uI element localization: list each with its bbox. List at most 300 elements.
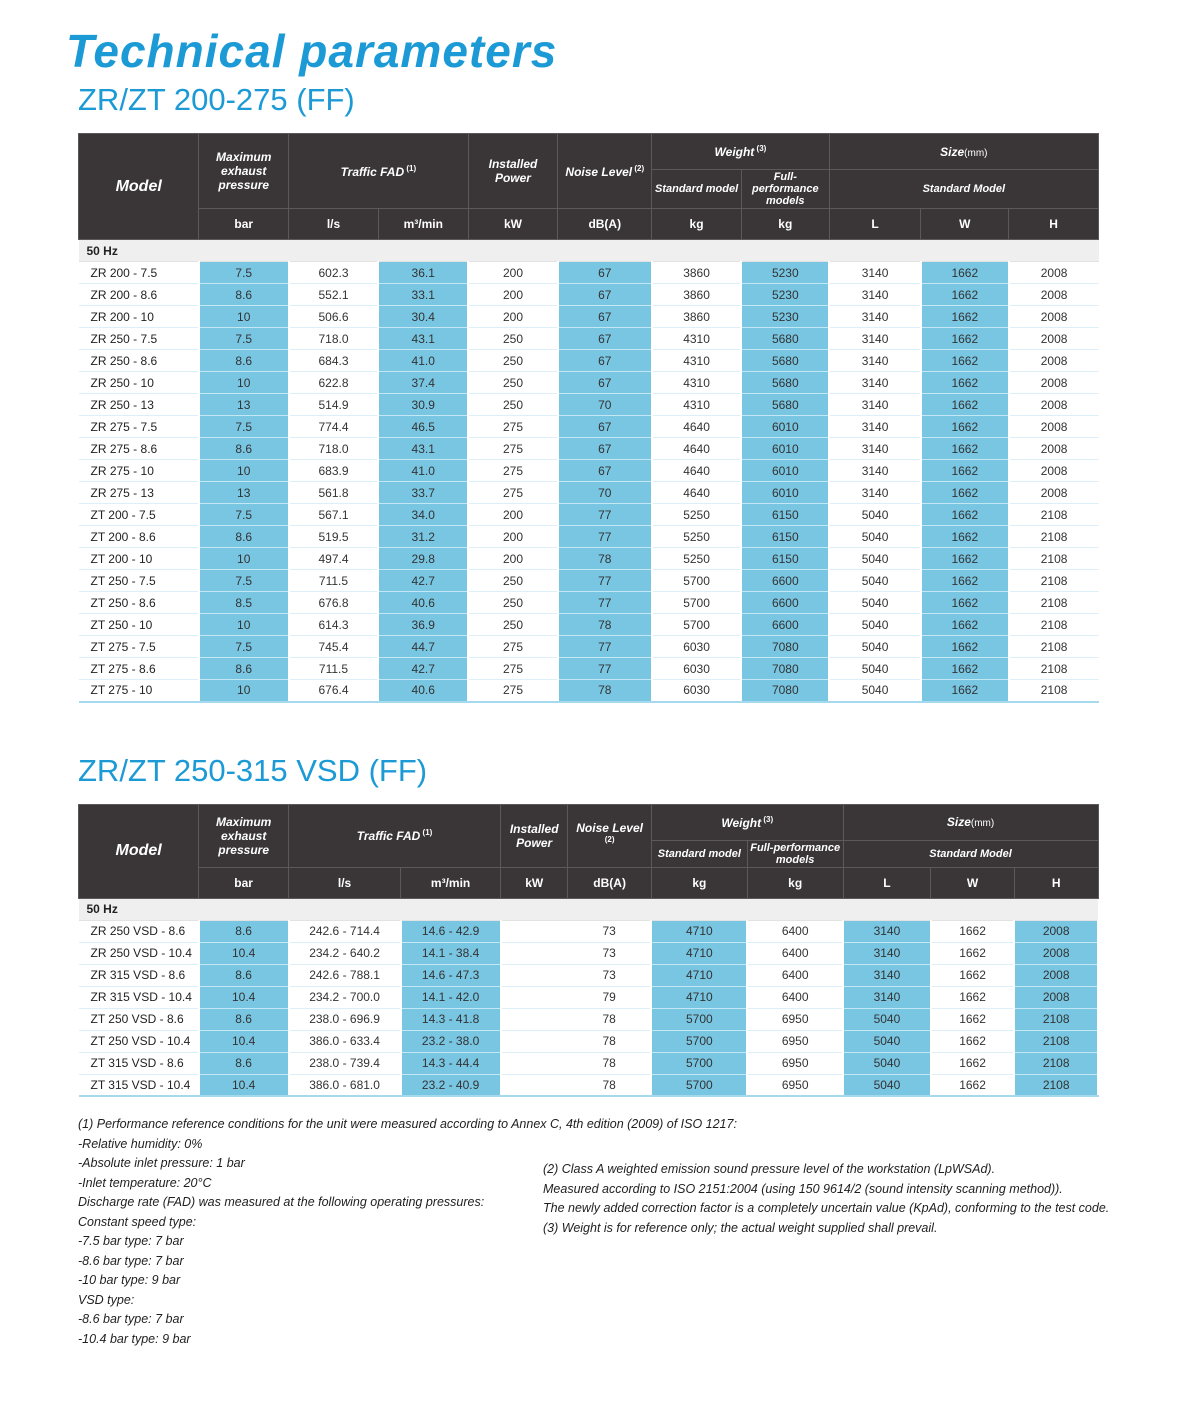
value-cell: 8.6: [199, 284, 289, 306]
value-cell: 67: [558, 372, 652, 394]
value-cell: 5040: [829, 504, 921, 526]
value-cell: 5700: [651, 1052, 747, 1074]
value-cell: 13: [199, 482, 289, 504]
unit-header-5: kg: [652, 209, 742, 240]
section-heading-1: ZR/ZT 200-275 (FF): [78, 82, 355, 117]
header-label: Noise Level: [576, 821, 643, 835]
value-cell: 44.7: [378, 636, 468, 658]
value-cell: 6010: [741, 416, 829, 438]
footnote-marker: (3): [761, 814, 774, 824]
section-zr-zt-250-315-vsd: [78, 753, 1100, 1098]
value-cell: 711.5: [289, 658, 379, 680]
value-cell: 6400: [747, 964, 843, 986]
table-row: [79, 416, 1099, 438]
table-row: [79, 636, 1099, 658]
value-cell: 275: [468, 482, 558, 504]
value-cell: 5040: [829, 680, 921, 702]
footnote-marker: (1): [404, 163, 417, 173]
value-cell: 5700: [652, 570, 742, 592]
spec-table-zr-zt-200-275: [78, 133, 1099, 703]
footnote-line: -Absolute inlet pressure: 1 bar: [78, 1156, 245, 1170]
value-cell: 3140: [829, 372, 921, 394]
value-cell: 2108: [1014, 1074, 1098, 1096]
value-cell: 6400: [747, 986, 843, 1008]
value-cell: 242.6 - 788.1: [289, 964, 401, 986]
value-cell: 5250: [652, 504, 742, 526]
model-cell: ZR 250 - 13: [79, 394, 199, 416]
value-cell: 3140: [829, 284, 921, 306]
value-cell: 6600: [741, 592, 829, 614]
value-cell: 70: [558, 482, 652, 504]
value-cell: 3140: [829, 306, 921, 328]
value-cell: 42.7: [378, 570, 468, 592]
value-cell: 1662: [921, 570, 1009, 592]
footnote-line: The newly added correction factor is a completely uncertain value (KpAd), conforming to the test code.: [543, 1201, 1110, 1215]
model-cell: ZR 250 - 7.5: [79, 328, 199, 350]
header-label: Noise Level: [565, 164, 633, 179]
value-cell: 250: [468, 592, 558, 614]
value-cell: 1662: [921, 394, 1009, 416]
value-cell: 1662: [921, 460, 1009, 482]
value-cell: 4310: [652, 350, 742, 372]
table-row: [79, 328, 1099, 350]
value-cell: 67: [558, 350, 652, 372]
value-cell: 10.4: [199, 1030, 289, 1052]
value-cell: 684.3: [289, 350, 379, 372]
table-row: [79, 526, 1099, 548]
value-cell: 6950: [747, 1052, 843, 1074]
value-cell: [501, 986, 568, 1008]
value-cell: 602.3: [289, 262, 379, 284]
table-row: [79, 942, 1099, 964]
value-cell: 2108: [1014, 1052, 1098, 1074]
footnote-line: -Inlet temperature: 20°C: [78, 1175, 212, 1190]
value-cell: 6950: [747, 1030, 843, 1052]
footnote-marker: (2): [604, 835, 615, 844]
col-header-size: [829, 134, 1098, 170]
value-cell: 1662: [921, 350, 1009, 372]
model-cell: ZT 200 - 10: [79, 548, 199, 570]
table-row: [79, 592, 1099, 614]
value-cell: 70: [558, 394, 652, 416]
value-cell: 5040: [843, 1074, 931, 1096]
value-cell: 5700: [651, 1074, 747, 1096]
value-cell: 386.0 - 681.0: [289, 1074, 401, 1096]
value-cell: 1662: [921, 438, 1009, 460]
value-cell: 8.6: [199, 1052, 289, 1074]
col-header-size-standard-model: Standard Model: [843, 840, 1098, 867]
header-label: Size: [940, 144, 965, 159]
value-cell: 8.6: [199, 658, 289, 680]
value-cell: 14.3 - 41.8: [401, 1008, 501, 1030]
value-cell: 275: [468, 460, 558, 482]
value-cell: 5680: [741, 394, 829, 416]
footnote-line: Measured according to ISO 2151:2004 (using 150 9614/2 (sound intensity scanning method)).: [543, 1181, 1063, 1196]
table-row: [79, 1074, 1099, 1096]
footnote-line: Discharge rate (FAD) was measured at the following operating pressures:: [78, 1195, 485, 1209]
value-cell: 6150: [741, 504, 829, 526]
value-cell: 4710: [651, 986, 747, 1008]
value-cell: 14.6 - 47.3: [401, 964, 501, 986]
model-cell: ZR 250 VSD - 10.4: [79, 942, 199, 964]
value-cell: 36.1: [378, 262, 468, 284]
value-cell: 2108: [1014, 1030, 1098, 1052]
value-cell: 2108: [1009, 636, 1099, 658]
value-cell: 77: [558, 658, 652, 680]
unit-header-2: m³/min: [401, 867, 501, 898]
value-cell: 7.5: [199, 636, 289, 658]
value-cell: 67: [558, 306, 652, 328]
value-cell: 2108: [1009, 614, 1099, 636]
footnote-marker: (1): [420, 828, 433, 837]
header-group-row: [79, 134, 1099, 170]
value-cell: 6010: [741, 482, 829, 504]
table-row: [79, 306, 1099, 328]
unit-header-0: bar: [199, 867, 289, 898]
value-cell: 5700: [652, 614, 742, 636]
value-cell: [501, 964, 568, 986]
value-cell: 78: [568, 1052, 652, 1074]
value-cell: 2108: [1009, 570, 1099, 592]
table-row: [79, 284, 1099, 306]
value-cell: 2008: [1009, 306, 1099, 328]
value-cell: 7.5: [199, 570, 289, 592]
value-cell: 200: [468, 504, 558, 526]
value-cell: 2008: [1009, 416, 1099, 438]
unit-header-6: kg: [747, 867, 843, 898]
value-cell: 774.4: [289, 416, 379, 438]
value-cell: 2108: [1009, 548, 1099, 570]
value-cell: 614.3: [289, 614, 379, 636]
value-cell: 3140: [829, 328, 921, 350]
model-cell: ZT 275 - 8.6: [79, 658, 199, 680]
value-cell: 33.7: [378, 482, 468, 504]
value-cell: 10.4: [199, 942, 289, 964]
value-cell: 4640: [652, 416, 742, 438]
model-cell: ZT 200 - 8.6: [79, 526, 199, 548]
value-cell: 1662: [931, 1052, 1015, 1074]
value-cell: 3140: [829, 482, 921, 504]
value-cell: 78: [558, 614, 652, 636]
value-cell: 5680: [741, 372, 829, 394]
value-cell: 3860: [652, 284, 742, 306]
value-cell: 6600: [741, 570, 829, 592]
value-cell: 3140: [829, 460, 921, 482]
model-cell: ZT 200 - 7.5: [79, 504, 199, 526]
value-cell: 1662: [931, 1074, 1015, 1096]
value-cell: 77: [558, 570, 652, 592]
value-cell: 1662: [921, 680, 1009, 702]
footnote-line: Constant speed type:: [78, 1214, 197, 1229]
value-cell: 238.0 - 696.9: [289, 1008, 401, 1030]
value-cell: 5230: [741, 262, 829, 284]
value-cell: 73: [568, 964, 652, 986]
value-cell: 7.5: [199, 504, 289, 526]
value-cell: 77: [558, 592, 652, 614]
value-cell: 1662: [921, 328, 1009, 350]
value-cell: 6010: [741, 438, 829, 460]
value-cell: 6030: [652, 680, 742, 702]
col-header-max-exhaust-pressure: Maximum exhaust pressure: [199, 134, 289, 209]
col-header-weight-full-performance: Full-performance models: [747, 840, 843, 867]
value-cell: 200: [468, 262, 558, 284]
col-header-traffic-fad: [289, 134, 469, 209]
model-cell: ZT 250 - 10: [79, 614, 199, 636]
value-cell: 8.6: [199, 438, 289, 460]
value-cell: 4310: [652, 372, 742, 394]
value-cell: [501, 1030, 568, 1052]
value-cell: 5250: [652, 548, 742, 570]
model-cell: ZR 250 - 8.6: [79, 350, 199, 372]
value-cell: [501, 942, 568, 964]
col-header-model: Model: [79, 134, 199, 240]
value-cell: 2008: [1009, 372, 1099, 394]
unit-header-3: kW: [501, 867, 568, 898]
table-row: [79, 504, 1099, 526]
frequency-band-row: [79, 240, 1099, 262]
value-cell: 561.8: [289, 482, 379, 504]
value-cell: 4640: [652, 482, 742, 504]
value-cell: 14.6 - 42.9: [401, 920, 501, 942]
value-cell: 41.0: [378, 460, 468, 482]
col-header-noise-level: [558, 134, 652, 209]
value-cell: 1662: [921, 416, 1009, 438]
value-cell: 5040: [843, 1030, 931, 1052]
value-cell: 30.9: [378, 394, 468, 416]
unit-header-8: W: [921, 209, 1009, 240]
value-cell: 29.8: [378, 548, 468, 570]
model-cell: ZT 250 - 8.6: [79, 592, 199, 614]
value-cell: 5230: [741, 284, 829, 306]
model-cell: ZR 200 - 8.6: [79, 284, 199, 306]
value-cell: 3140: [829, 416, 921, 438]
value-cell: 42.7: [378, 658, 468, 680]
table-row: [79, 482, 1099, 504]
value-cell: 78: [568, 1030, 652, 1052]
value-cell: 31.2: [378, 526, 468, 548]
value-cell: 6030: [652, 636, 742, 658]
value-cell: 13: [199, 394, 289, 416]
value-cell: 5040: [829, 658, 921, 680]
value-cell: 46.5: [378, 416, 468, 438]
value-cell: 2008: [1009, 394, 1099, 416]
value-cell: 497.4: [289, 548, 379, 570]
value-cell: 1662: [931, 986, 1015, 1008]
value-cell: 3140: [843, 964, 931, 986]
value-cell: 3860: [652, 306, 742, 328]
value-cell: 200: [468, 526, 558, 548]
value-cell: 7.5: [199, 416, 289, 438]
value-cell: 5250: [652, 526, 742, 548]
table-body: [79, 898, 1099, 1096]
value-cell: 6400: [747, 920, 843, 942]
section-zr-zt-200-275: [78, 82, 1100, 703]
value-cell: 1662: [921, 526, 1009, 548]
value-cell: 2008: [1009, 262, 1099, 284]
table-row: [79, 680, 1099, 702]
value-cell: 78: [568, 1074, 652, 1096]
value-cell: 5040: [829, 636, 921, 658]
value-cell: 10: [199, 548, 289, 570]
model-cell: ZT 315 VSD - 8.6: [79, 1052, 199, 1074]
model-cell: ZR 315 VSD - 8.6: [79, 964, 199, 986]
model-cell: ZR 275 - 8.6: [79, 438, 199, 460]
unit-header-8: W: [931, 867, 1015, 898]
value-cell: 10.4: [199, 986, 289, 1008]
footnote-line: -8.6 bar type: 7 bar: [78, 1312, 184, 1326]
value-cell: 5040: [829, 592, 921, 614]
table-body: [79, 240, 1099, 702]
value-cell: 5040: [843, 1052, 931, 1074]
value-cell: 6600: [741, 614, 829, 636]
value-cell: 718.0: [289, 328, 379, 350]
value-cell: 77: [558, 526, 652, 548]
value-cell: 30.4: [378, 306, 468, 328]
value-cell: 67: [558, 460, 652, 482]
value-cell: 6950: [747, 1008, 843, 1030]
header-label: Weight: [721, 815, 762, 830]
value-cell: 3140: [843, 942, 931, 964]
value-cell: 73: [568, 942, 652, 964]
value-cell: 1662: [921, 504, 1009, 526]
footnote-line: (2) Class A weighted emission sound pressure level of the workstation (LpWSAd).: [543, 1162, 996, 1176]
value-cell: 3860: [652, 262, 742, 284]
col-header-max-exhaust-pressure: Maximum exhaust pressure: [199, 804, 289, 867]
value-cell: 8.6: [199, 920, 289, 942]
value-cell: [501, 1008, 568, 1030]
value-cell: 234.2 - 640.2: [289, 942, 401, 964]
value-cell: 275: [468, 416, 558, 438]
footnote-marker: (2): [632, 163, 645, 173]
value-cell: 14.1 - 38.4: [401, 942, 501, 964]
table-header: [79, 134, 1099, 240]
value-cell: 1662: [921, 306, 1009, 328]
value-cell: 10: [199, 306, 289, 328]
value-cell: 14.1 - 42.0: [401, 986, 501, 1008]
header-label: Traffic FAD: [340, 164, 405, 179]
value-cell: 6030: [652, 658, 742, 680]
value-cell: 2008: [1009, 284, 1099, 306]
col-header-weight-standard-model: Standard model: [651, 840, 747, 867]
value-cell: 2008: [1009, 328, 1099, 350]
unit-header-7: L: [829, 209, 921, 240]
value-cell: 676.4: [289, 680, 379, 702]
value-cell: 4310: [652, 394, 742, 416]
footnote-line: -8.6 bar type: 7 bar: [78, 1253, 184, 1268]
header-units-row: [79, 209, 1099, 240]
value-cell: 200: [468, 548, 558, 570]
value-cell: 78: [558, 548, 652, 570]
value-cell: 4640: [652, 438, 742, 460]
value-cell: 40.6: [378, 592, 468, 614]
value-cell: 33.1: [378, 284, 468, 306]
value-cell: 78: [558, 680, 652, 702]
table-row: [79, 920, 1099, 942]
value-cell: 4310: [652, 328, 742, 350]
unit-header-6: kg: [741, 209, 829, 240]
page-title: Technical parameters: [66, 25, 558, 77]
value-cell: 5700: [651, 1008, 747, 1030]
value-cell: 275: [468, 680, 558, 702]
spec-table-zr-zt-250-315-vsd: [78, 804, 1099, 1098]
value-cell: 23.2 - 40.9: [401, 1074, 501, 1096]
value-cell: 4710: [651, 964, 747, 986]
model-cell: ZT 250 VSD - 8.6: [79, 1008, 199, 1030]
header-units-row: [79, 867, 1099, 898]
value-cell: 2008: [1014, 920, 1098, 942]
footnote-line: -7.5 bar type: 7 bar: [78, 1234, 184, 1248]
value-cell: 1662: [921, 284, 1009, 306]
footnotes-right: [543, 1160, 1118, 1238]
unit-header-9: H: [1009, 209, 1099, 240]
table-row: [79, 986, 1099, 1008]
col-header-weight-full-performance: Full-performance models: [741, 170, 829, 209]
size-unit-label: (mm): [970, 818, 995, 829]
model-cell: ZT 250 - 7.5: [79, 570, 199, 592]
value-cell: 1662: [931, 1008, 1015, 1030]
frequency-band-label: 50 Hz: [79, 240, 1099, 262]
model-cell: ZR 275 - 13: [79, 482, 199, 504]
unit-header-5: kg: [651, 867, 747, 898]
value-cell: 8.6: [199, 350, 289, 372]
value-cell: 200: [468, 306, 558, 328]
value-cell: 711.5: [289, 570, 379, 592]
value-cell: 6150: [741, 548, 829, 570]
col-header-weight: [651, 804, 843, 840]
section-heading-2: ZR/ZT 250-315 VSD (FF): [78, 752, 428, 788]
value-cell: 73: [568, 920, 652, 942]
value-cell: 10: [199, 372, 289, 394]
unit-header-4: dB(A): [568, 867, 652, 898]
value-cell: 275: [468, 438, 558, 460]
unit-header-2: m³/min: [378, 209, 468, 240]
table-row: [79, 350, 1099, 372]
col-header-weight-standard-model: Standard model: [652, 170, 742, 209]
value-cell: 3140: [829, 438, 921, 460]
value-cell: 3140: [843, 920, 931, 942]
table-row: [79, 570, 1099, 592]
value-cell: 1662: [931, 1030, 1015, 1052]
value-cell: 5040: [829, 570, 921, 592]
table-row: [79, 460, 1099, 482]
value-cell: 8.6: [199, 526, 289, 548]
value-cell: [501, 920, 568, 942]
value-cell: 7080: [741, 658, 829, 680]
footnote-marker: (3): [754, 144, 767, 153]
value-cell: 2008: [1014, 942, 1098, 964]
value-cell: 2008: [1009, 460, 1099, 482]
unit-header-3: kW: [468, 209, 558, 240]
table-row: [79, 394, 1099, 416]
unit-header-1: l/s: [289, 867, 401, 898]
col-header-size: [843, 804, 1098, 840]
value-cell: 10.4: [199, 1074, 289, 1096]
model-cell: ZR 250 - 10: [79, 372, 199, 394]
value-cell: 2108: [1009, 526, 1099, 548]
value-cell: 3140: [843, 986, 931, 1008]
value-cell: 250: [468, 394, 558, 416]
value-cell: 67: [558, 328, 652, 350]
model-cell: ZR 200 - 10: [79, 306, 199, 328]
value-cell: 6010: [741, 460, 829, 482]
value-cell: 7080: [741, 636, 829, 658]
value-cell: 23.2 - 38.0: [401, 1030, 501, 1052]
value-cell: 275: [468, 636, 558, 658]
value-cell: 386.0 - 633.4: [289, 1030, 401, 1052]
value-cell: 4710: [651, 942, 747, 964]
value-cell: 1662: [921, 372, 1009, 394]
unit-header-7: L: [843, 867, 931, 898]
